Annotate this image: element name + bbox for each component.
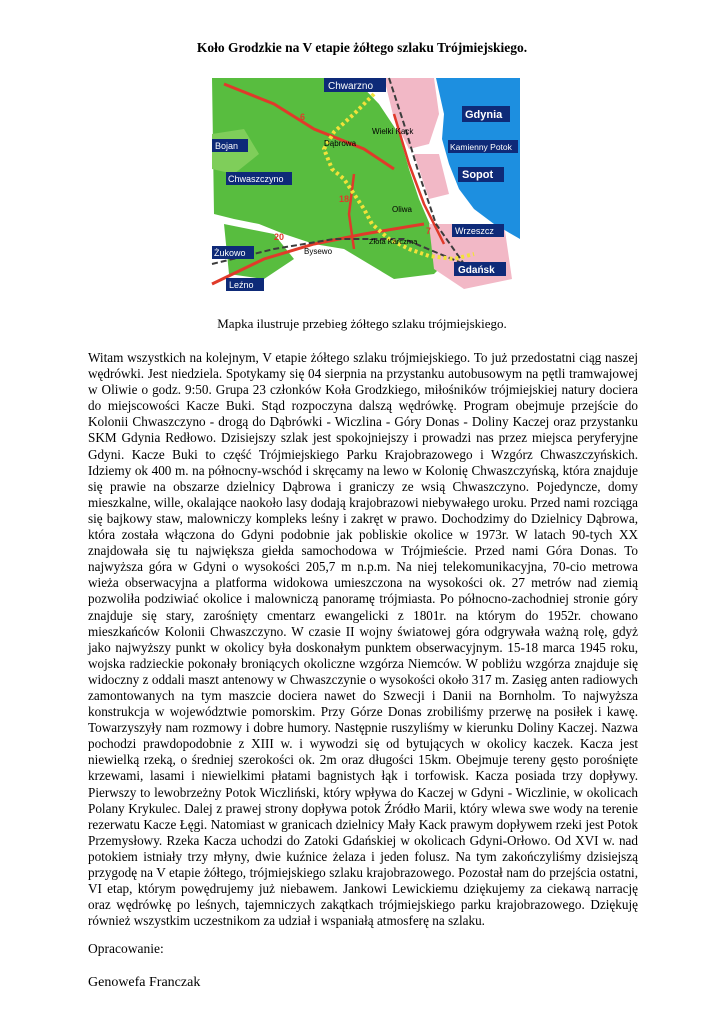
map-caption: Mapka ilustruje przebieg żółtego szlaku trójmiejskiego. xyxy=(217,316,507,331)
map-label-wielki-kack: Wielki Kack xyxy=(372,127,414,136)
map-label-zlota-karczma: Złota Karczma xyxy=(369,237,418,246)
map-label-bojan: Bojan xyxy=(215,141,239,151)
map-road-number: 6 xyxy=(300,112,306,122)
map-label-wrzeszcz: Wrzeszcz xyxy=(455,226,494,236)
map-label-gdynia: Gdynia xyxy=(465,109,503,121)
map-label-sopot: Sopot xyxy=(462,169,494,181)
author-name: Genowefa Franczak xyxy=(88,975,201,990)
map-road-number-2: 7 xyxy=(426,226,432,236)
article-body: Witam wszystkich na kolejnym, V etapie żółtego szlaku trójmiejskiego. To już przedostatni ciąg naszej wędrówki. Jest niedziela. Spotykamy się 04 sierpnia na przystanku autobusowym na pętli tramwajowej w Oliwie o godz. 9:50. Grupa 23 członków Koła Grodzkiego, miłośników trójmiejskiej natury dociera do miejscowości Kacze Buki. Stąd rozpoczyna dalszą wędrówkę. Program obejmuje przejście do Kolonii Chwaszczyno - drogą do Dąbrówki - Wiczlina - Góry Donas - Doliny Kaczej oraz przystanku SKM Gdynia Redłowo. Dzisiejszy szlak jest spokojniejszy i prowadzi nas przez miejsca peryferyjne Gdyni. Kacze Buki to część Trójmiejskiego Parku Krajobrazowego i Wzgórz Chwaszczyńskich. Idziemy ok 400 m. na północny-wschód i skręcamy na lewo w Kolonię Chwaszczyńską, która znajduje się prawie na obszarze dzielnicy Dąbrowa i graniczy ze wsią Chwaszczyno. Pojedyncze, domy mieszkalne, wille, okalające naokoło lasy dodają krajobrazowi niebywałego uroku. Przed nami rozciąga się bajkowy staw, malowniczy kompleks leśny i zakręt w prawo. Dochodzimy do Dzielnicy Dąbrowa, która została włączona do Gdyni podobnie jak pobliskie okolice w 1973r. W latach 90-tych XX znajdowała się tu największa giełda samochodowa w Trójmieście. Przed nami Góra Donas. To najwyższa góra w Gdyni o wysokości 205,7 m n.p.m. Na niej telekomunikacyjna, 70-cio metrowa wieża obserwacyjna a platforma widokowa umieszczona na wysokości ok. 27 metrów nad ziemią pozwoliła podziwiać okolice i malowniczą panoramę trójmiasta. Po północno-zachodniej stronie góry znajduje się stary, zarośnięty cmentarz ewangelicki z 1801r. na którym do 1952r. chowano mieszkańców Kolonii Chwaszczyno. W czasie II wojny światowej góra odgrywała ważną rolę, gdyż jako najwyższy punkt w okolicy była doskonałym punktem obserwacyjnym. 15-18 marca 1945 roku, wojska radzieckie pokonały broniących okoliczne wzgórza Niemców. W pobliżu wzgórza znajduje się widoczny z oddali maszt antenowy w Chwaszczynie o wysokości około 317 m. Zasięg anten radiowych zamontowanych na tym maszcie dociera nawet do Szwecji i Danii na Bornholm. To najwyższa konstrukcja w województwie pomorskim. Przy Górze Donas zrobiliśmy przerwę na posiłek i kawę. Towarzyszyły nam rozmowy i dobre humory. Następnie ruszyliśmy w kierunku Doliny Kaczej. Nazwa pochodzi prawdopodobnie z XIII w. i wywodzi się od bytujących w okolicy kaczek. Kacza jest niewielką rzeką, o średniej szerokości ok. 2m oraz długości 15km. Obejmuje tereny gęsto porośnięte krzewami, lasami i niewielkimi płatami bagnistych łąk i torfowisk. Kacza posiada trzy dopływy. Pierwszy to lewobrzeżny Potok Wiczliński, który wpływa do Kaczej w Gdyni - Wiczlinie, w okolicach Polany Krykulec. Dalej z prawej strony dopływa potok Źródło Marii, który wlewa swe wody na terenie rezerwatu Kacze Łęgi. Natomiast w granicach dzielnicy Mały Kack prawym dopływem rzeki jest Potok Przemysłowy. Rzeka Kacza uchodzi do Zatoki Gdańskiej w okolicach Gdyni-Orłowo. Od XVI w. nad potokiem istniały trzy młyny, dwie kuźnice żelaza i jeden folusz. Na tym zakończyliśmy dzisiejszą przygodę na V etapie żółtego, trójmiejskiego szlaku krajobrazowego. Pozostał nam do przejścia ostatni, VI etap, którym powędrujemy już niebawem. Jankowi Lewickiemu dziękujemy za ciekawą narrację oraz wędrówkę po leśnych, tajemniczych zakątkach trójmiejskiego parku krajobrazowego. Dziękuję również wszystkim uczestnikom za udział i wspaniałą atmosferę na szlaku. xyxy=(88,350,638,929)
map-label-chwarzno: Chwarzno xyxy=(328,81,374,92)
map-label-kamienny-potok: Kamienny Potok xyxy=(450,142,512,152)
map-label-chwaszczyno: Chwaszczyno xyxy=(228,174,284,184)
map-label-zukowo: Żukowo xyxy=(214,248,246,258)
map-road-number-4: 18 xyxy=(339,194,350,204)
page-title: Koło Grodzkie na V etapie żółtego szlaku Trójmiejskiego. xyxy=(196,40,528,55)
map-road-number-3: 20 xyxy=(274,232,285,242)
map-label-dabrowa: Dąbrowa xyxy=(324,139,357,148)
trail-map xyxy=(204,74,520,302)
map-label-oliwa: Oliwa xyxy=(392,205,413,214)
credit-label: Opracowanie: xyxy=(88,941,164,956)
map-label-lezno: Leźno xyxy=(229,280,254,290)
map-label-bysewo: Bysewo xyxy=(304,247,333,256)
map-label-gdansk: Gdańsk xyxy=(458,265,495,276)
